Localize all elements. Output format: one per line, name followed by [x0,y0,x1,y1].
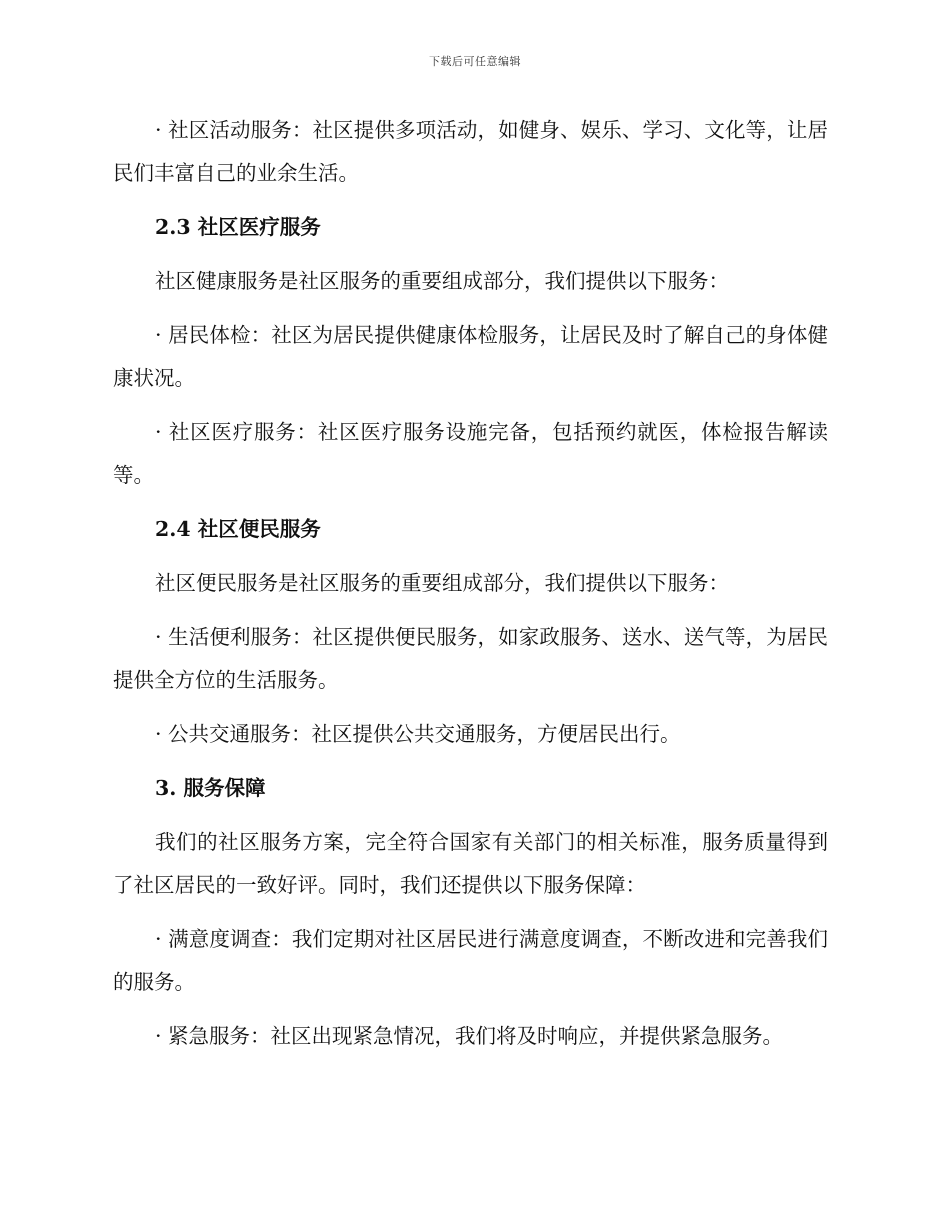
paragraph-health-service-intro: 社区健康服务是社区服务的重要组成部分，我们提供以下服务： [155,269,729,293]
paragraph-public-transport-service: · 公共交通服务：社区提供公共交通服务，方便居民出行。 [155,722,681,746]
paragraph-emergency-service: · 紧急服务：社区出现紧急情况，我们将及时响应，并提供紧急服务。 [155,1024,784,1048]
section-heading-service-guarantee: 3. 服务保障 [155,776,266,800]
paragraph-service-guarantee-intro: 我们的社区服务方案，完全符合国家有关部门的相关标准，服务质量得到了社区居民的一致好评。同时，我们还提供以下服务保障： [113,830,828,897]
page-header: 下载后可任意编辑 [429,55,521,68]
paragraph-living-convenience-service: · 生活便利服务：社区提供便民服务，如家政服务、送水、送气等，为居民提供全方位的生活服务。 [113,625,828,692]
paragraph-community-medical-service: · 社区医疗服务：社区医疗服务设施完备，包括预约就医，体检报告解读等。 [113,420,828,487]
document-body [113,109,828,1069]
section-heading-medical-service: 2.3 社区医疗服务 [155,215,321,239]
paragraph-satisfaction-survey: · 满意度调查：我们定期对社区居民进行满意度调查，不断改进和完善我们的服务。 [113,927,828,994]
paragraph-convenience-service-intro: 社区便民服务是社区服务的重要组成部分，我们提供以下服务： [155,571,729,595]
section-heading-convenience-service: 2.4 社区便民服务 [155,517,321,541]
paragraph-resident-checkup: · 居民体检：社区为居民提供健康体检服务，让居民及时了解自己的身体健康状况。 [113,323,828,390]
paragraph-community-activity-service: · 社区活动服务：社区提供多项活动，如健身、娱乐、学习、文化等，让居民们丰富自己的业余生活。 [113,118,828,185]
